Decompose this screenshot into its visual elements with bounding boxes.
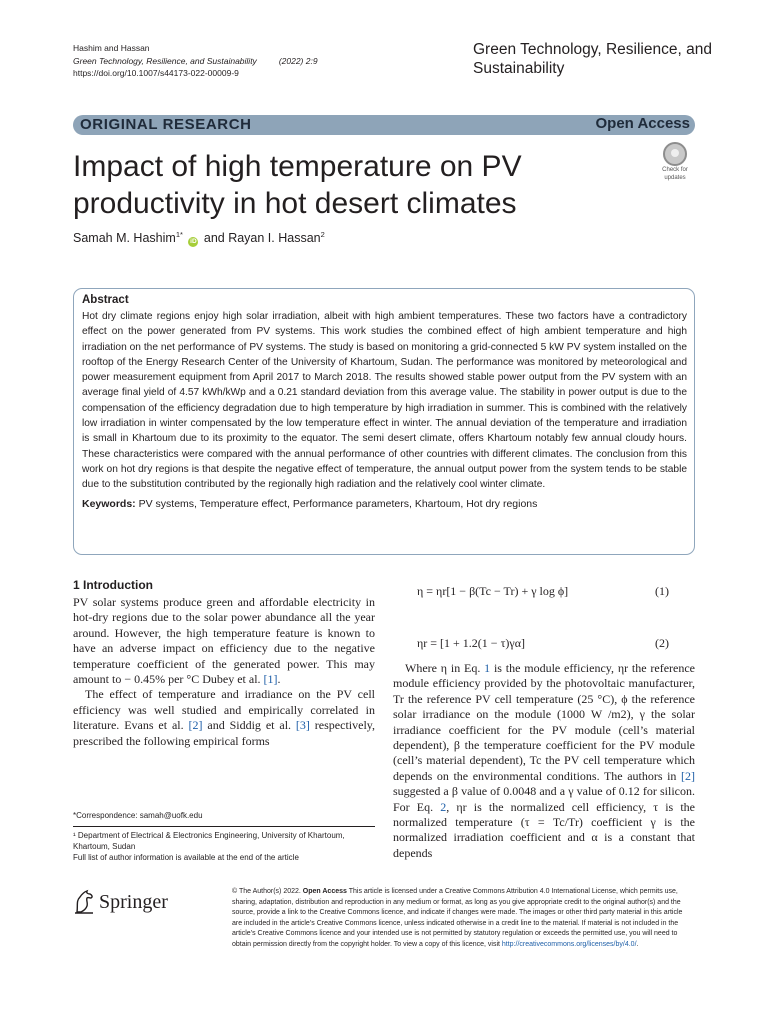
intro-p2-text-a: The effect of temperature and irradiance on the PV cell efficiency was well studied and empirically correlated in literature. Evans et al. <box>73 687 375 733</box>
intro-p2-text-c: respectively, prescribed the following empirical forms <box>73 718 375 748</box>
rt-part3: suggested a β value of 0.0048 and a γ value of 0.12 for silicon. For Eq. <box>393 784 695 814</box>
intro-paragraph-1 <box>73 595 375 687</box>
equation-1-body: η = ηr[1 − β(Tc − Tr) + γ log ϕ] <box>417 584 569 598</box>
header-journal-line <box>73 55 318 68</box>
citation-link[interactable]: [3] <box>295 718 310 733</box>
header-journal: Green Technology, Resilience, and Sustainability <box>73 55 257 66</box>
affiliation-1: ¹ Department of Electrical & Electronics Engineering, University of Khartoum, Khartoum, Sudan <box>73 831 345 851</box>
right-column-text <box>393 661 695 861</box>
intro-p2-text-b: and Siddig et al. <box>202 718 296 733</box>
author-list <box>73 230 325 247</box>
citation-link[interactable]: [2] <box>681 768 695 783</box>
license-text: This article is licensed under a Creative Commons Attribution 4.0 International License, which permits use, sharing, adaptation, distribution and reproduction in any medium or format, as long as you give appropriate credit to the original author(s) and the source, provide a link to the Creative Commons licence, and indicate if changes were made. The images or other third party material in this article are included in the article’s Creative Commons licence, unless indicated otherwise in a credit line to the material. If material is not included in the article’s Creative Commons licence and your intended use is not permitted by statutory regulation or exceeds the permitted use, you will need to obtain permission directly from the copyright holder. To view a copy of this licence, visit <box>232 888 683 948</box>
author-1-affil: 1* <box>175 230 183 239</box>
section-heading-introduction: 1 Introduction <box>73 578 153 592</box>
affiliation-notes <box>73 830 375 863</box>
author-2-affil: 2 <box>320 230 325 239</box>
keywords-list: PV systems, Temperature effect, Performance parameters, Khartoum, Hot dry regions <box>138 497 538 510</box>
footnote-divider <box>73 826 375 827</box>
check-updates-line2: updates <box>664 174 686 181</box>
equation-1-number: (1) <box>655 584 669 598</box>
springer-logo <box>73 888 203 918</box>
keywords-label: Keywords: <box>82 497 136 510</box>
intro-body <box>73 595 375 749</box>
equation-2-number: (2) <box>655 636 669 650</box>
correspondence-note: *Correspondence: samah@uofk.edu <box>73 811 203 820</box>
rt-part1: Where η in Eq. <box>405 661 485 675</box>
citation-link[interactable]: [2] <box>188 718 203 733</box>
full-author-info-note: Full list of author information is available at the end of the article <box>73 853 299 862</box>
check-updates-line1: Check for <box>662 167 688 173</box>
license-notice <box>232 887 694 950</box>
header-year-volume: (2022) 2:9 <box>278 55 318 66</box>
intro-p1-text: PV solar systems produce green and affordable electricity in hot-dry regions due to the solar power abundance all the year around. However, the high temperature feature is known to have an adverse impact on efficiency due to the negative temperature coefficient of the generated power. This may amount to − 0.45% per °C Dubey et al. <box>73 595 375 687</box>
rt-part2: is the module efficiency, ηr the reference module efficiency provided by the photovoltaic manufacturer, Tr the reference PV cell temperature (25 °C), ϕ the reference solar irradiance on the module (1000 W /m2), γ the solar irradiance coefficient for the PV module (cell’s material dependent), β the temperature coefficient for the PV module (cell’s material dependent), Tc the PV cell temperature which depends on the environmental conditions. The authors in <box>393 661 695 783</box>
article-type: ORIGINAL RESEARCH <box>80 116 252 133</box>
intro-p1-end: . <box>277 672 281 687</box>
abstract-text: Hot dry climate regions enjoy high solar irradiation, albeit with high ambient temperatures. These two factors have a contradictory effect on the power generated from PV systems. This work studies the combined effect of high ambient temperature and high irradiation on the net performance of PV systems. The study is based on monitoring a grid-connected 5 kW PV system installed on the rooftop of the Energy Research Center of the University of Khartoum, Sudan. The performance was monitored by meteorological and power measurement equipment from April 2017 to March 2018. The results showed stable power output from the PV system with an average final yield of 4.57 kWh/kWp and a 0.21 standard deviation from this average value. The stability in power output is due to the compensation of the efficiency degradation due to high temperature by high irradiation in summer. This is combined with the relatively low irradiation in winter compensated by the low temperature effect in winter. The annual deviation of the temperature and irradiation is small in Khartoum due to its proximity to the equator. The semi desert climate, offers Khartoum notably few annual cloudy hours. These characteristics were compared with the annual performance of other countries with different climates. The conclusion from this work on hot dry regions is that despite the negative effect of temperature, the annual output power from the system tends to be stable due to the substitution contributed by the regionally high radiation and the relatively cool winter climate. <box>82 311 687 491</box>
abstract-heading: Abstract <box>82 294 129 306</box>
license-url-link[interactable]: http://creativecommons.org/licenses/by/4.0/ <box>501 940 637 948</box>
intro-paragraph-2 <box>73 687 375 749</box>
check-for-updates-button[interactable] <box>656 142 694 180</box>
rt-part4: , ηr is the normalized cell efficiency, τ is the normalized temperature (τ = Tc/Tr) coefficient γ is the normalized irradiation coefficient and α is a constant that depends <box>393 799 696 860</box>
license-oa-label: Open Access <box>302 888 347 895</box>
license-end: . <box>636 940 639 948</box>
abstract-box <box>73 288 695 555</box>
equation-2-body: ηr = [1 + 1.2(1 − τ)γα] <box>417 636 525 650</box>
keywords <box>82 498 687 510</box>
header-doi-link[interactable]: https://doi.org/10.1007/s44173-022-00009-9 <box>73 68 239 78</box>
springer-wordmark: Springer <box>99 891 168 913</box>
equation-explanation <box>393 661 695 861</box>
equation-link[interactable]: 2 <box>440 799 447 814</box>
journal-name: Green Technology, Resilience, and Sustainability <box>473 41 712 77</box>
check-updates-icon <box>663 142 687 166</box>
springer-horse-icon <box>73 888 95 914</box>
equation-link[interactable]: 1 <box>484 661 491 675</box>
orcid-icon[interactable]: iD <box>190 238 197 245</box>
article-title: Impact of high temperature on PV productivity in hot desert climates <box>73 150 522 220</box>
header-authors: Hashim and Hassan <box>73 43 150 53</box>
author-1[interactable]: Samah M. Hashim <box>73 231 176 245</box>
license-copyright: © The Author(s) 2022. <box>232 888 303 895</box>
open-access-label: Open Access <box>595 115 690 132</box>
citation-link[interactable]: [1] <box>263 672 278 687</box>
article-banner <box>73 115 695 135</box>
running-header <box>73 42 318 80</box>
author-2[interactable]: and Rayan I. Hassan <box>203 231 321 245</box>
